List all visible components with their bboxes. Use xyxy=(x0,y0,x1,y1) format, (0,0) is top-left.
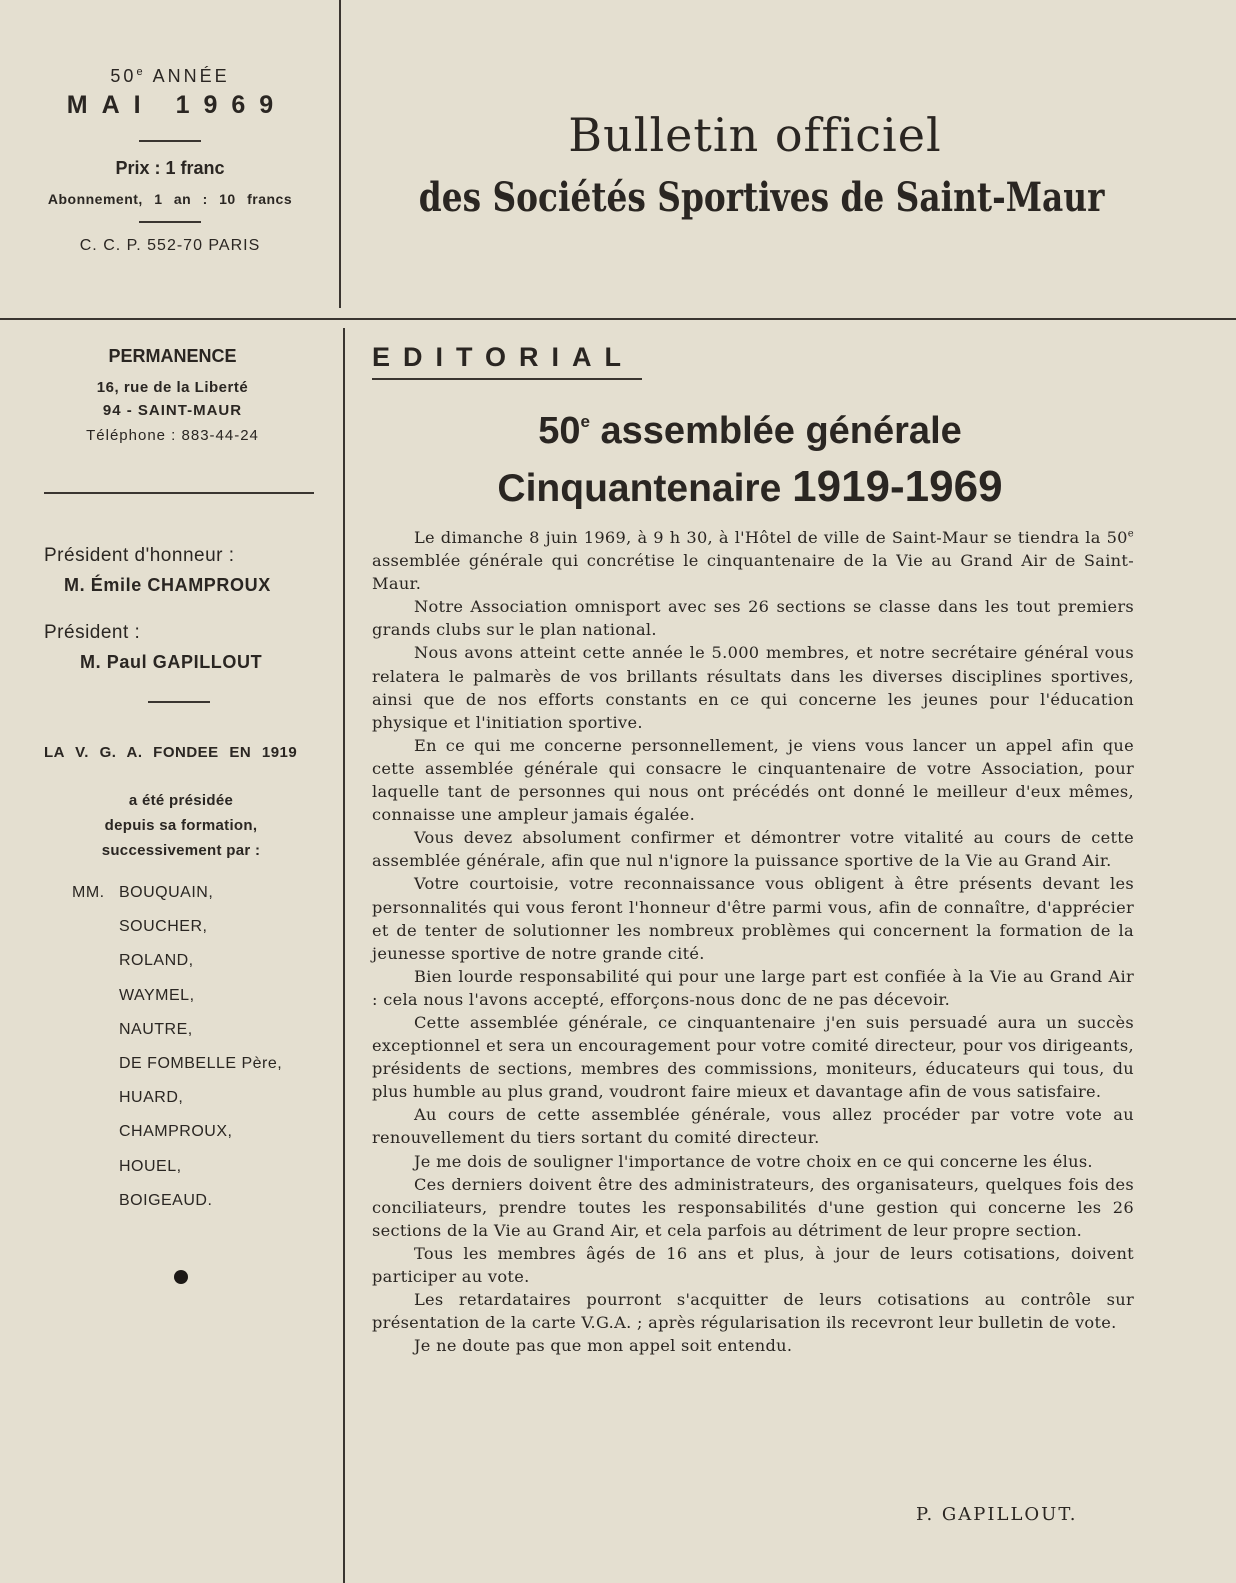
signature: P. GAPILLOUT. xyxy=(916,1504,1078,1525)
paragraph: Je ne doute pas que mon appel soit entendu. xyxy=(414,1336,793,1356)
president-label: Président : xyxy=(44,622,141,643)
president-list-item xyxy=(0,1089,345,1123)
president-list-item xyxy=(0,1158,345,1192)
president-name-entry: BOUQUAIN, xyxy=(119,884,214,901)
president-list-item xyxy=(0,1055,345,1089)
sidebar-short-rule xyxy=(148,701,210,703)
paragraph: Au cours de cette assemblée générale, vous allez procéder par votre vote au renouvellement du tiers sortant du comité directeur. xyxy=(372,1105,1134,1148)
paragraph: Cette assemblée générale, ce cinquantenaire j'en suis persuadé aura un succès exceptionnel et sera un encouragement pour votre comité directeur, pour vos dirigeants, présidents de sections, membres des commissions, moniteurs, éducateurs qui tous, du plus humble au plus grand, voudront faire mieux et davantage afin de vous satisfaire. xyxy=(372,1012,1134,1102)
masthead-bottom-rule xyxy=(0,318,1236,320)
rule xyxy=(139,221,201,223)
editorial-underline xyxy=(372,378,642,380)
paragraph: Tous les membres âgés de 16 ans et plus, à jour de leurs cotisations, doivent participer au vote. xyxy=(372,1243,1134,1286)
president-list-item xyxy=(0,1021,345,1055)
paragraph: Notre Association omnisport avec ses 26 sections se classe dans les tout premiers grands clubs sur le plan national. xyxy=(372,597,1134,640)
headline-line-2: Cinquantenaire 1919-1969 xyxy=(497,462,1003,511)
ccp-account: C. C. P. 552-70 PARIS xyxy=(79,237,261,254)
honorary-president-name: M. Émile CHAMPROUX xyxy=(64,575,271,595)
president-name-entry: SOUCHER, xyxy=(119,918,208,936)
president-list-item xyxy=(0,987,345,1021)
paragraph: Bien lourde responsabilité qui pour une large part est confiée à la Vie au Grand Air : cela nous l'avons accepté, efforçons-nous donc de ne pas décevoir. xyxy=(372,966,1134,1009)
president-list-item xyxy=(0,884,345,918)
president-list-item xyxy=(0,952,345,986)
bulletin-title xyxy=(345,108,1165,221)
honorary-president-label: Président d'honneur : xyxy=(44,545,235,566)
paragraph: En ce qui me concerne personnellement, je viens vous lancer un appel afin que cette assemblée générale qui consacre le cinquantenaire de votre Association, pour laquelle tant de personnes qui nous ont précédés ont donné le meilleur d'eux mêmes, connaisse une ampleur jamais égalée. xyxy=(372,735,1134,825)
title-line-1: Bulletin officiel xyxy=(568,108,942,162)
president-name-entry: ROLAND, xyxy=(119,952,194,970)
editorial-body xyxy=(372,526,1134,1357)
address-line-2: 94 - SAINT-MAUR xyxy=(102,402,243,419)
issue-month: MAI 1969 xyxy=(66,91,288,119)
address-line-1: 16, rue de la Liberté xyxy=(96,379,249,396)
paragraph: Les retardataires pourront s'acquitter de leurs cotisations au contrôle sur présentation de la carte V.G.A. ; après régularisation ils recevront leur bulletin de vote. xyxy=(372,1290,1134,1333)
price: Prix : 1 franc xyxy=(115,158,225,178)
president-name-entry: HUARD, xyxy=(119,1089,184,1107)
president-list-item xyxy=(0,918,345,952)
president-name-entry: CHAMPROUX, xyxy=(119,1123,233,1141)
paragraph: Ces derniers doivent être des administrateurs, des organisateurs, quelques fois des conciliateurs, prendre toutes les responsabilités d'une gestion qui concerne les 26 sections de la Vie au Grand Air, et cela parfois au détriment de leur propre section. xyxy=(372,1174,1134,1240)
president-list-item xyxy=(0,1192,345,1226)
president-name: M. Paul GAPILLOUT xyxy=(80,652,263,672)
president-name-entry: NAUTRE, xyxy=(119,1020,193,1038)
issue-year: 50e ANNÉE xyxy=(110,66,230,86)
rule xyxy=(139,140,201,142)
editorial-label: EDITORIAL xyxy=(372,342,635,372)
presidents-list xyxy=(0,884,345,1226)
telephone: Téléphone : 883-44-24 xyxy=(86,427,259,444)
president-list-item xyxy=(0,1123,345,1157)
paragraph: Nous avons atteint cette année le 5.000 membres, et notre secrétaire général vous relatera le palmarès de vos brillants résultats dans les diverses disciplines sportives, ainsi que de nos efforts constants en ce qui concerne les jeunes pour l'éducation physique et l'initiation sportive. xyxy=(372,643,1134,732)
president-name-entry: DE FOMBELLE Père, xyxy=(119,1054,283,1072)
president-name-entry: WAYMEL, xyxy=(119,986,195,1004)
sidebar-rule xyxy=(44,492,314,494)
founded-note: LA V. G. A. FONDEE EN 1919 xyxy=(44,744,298,761)
bullet-mark xyxy=(174,1270,188,1284)
subscription: Abonnement, 1 an : 10 francs xyxy=(47,191,293,207)
paragraph: Votre courtoisie, votre reconnaissance vous obligent à être présents devant les personnalités qui vous feront l'honneur d'être parmi vous, afin de connaître, d'apprécier et de tenter de solutionner les nombreux problèmes qui concernent la formation de la jeunesse sportive de notre grande cité. xyxy=(372,874,1134,963)
president-name-entry: BOIGEAUD. xyxy=(119,1191,213,1209)
headline-line-1: 50e assemblée générale xyxy=(538,410,962,452)
paragraph: Je me dois de souligner l'importance de votre choix en ce qui concerne les élus. xyxy=(414,1151,1093,1171)
sidebar xyxy=(0,346,345,444)
title-line-2: des Sociétés Sportives de Saint-Maur xyxy=(418,174,1105,221)
president-name-entry: HOUEL, xyxy=(119,1157,182,1175)
paragraph: Vous devez absolument confirmer et démontrer votre vitalité au cours de cette assemblée générale, afin que nul n'ignore la puissance sportive de la Vie au Grand Air. xyxy=(372,828,1134,871)
masthead-info xyxy=(0,62,340,255)
presidents-prefix: MM. xyxy=(72,884,105,901)
permanence-heading: PERMANENCE xyxy=(108,346,237,366)
presided-note: a été présidée depuis sa formation, successivement par : xyxy=(101,792,261,859)
paragraph: Le dimanche 8 juin 1969, à 9 h 30, à l'Hôtel de ville de Saint-Maur se tiendra la 50e assemblée générale qui concrétise le cinquantenaire de la Vie au Grand Air de Saint-Maur. xyxy=(372,528,1134,594)
